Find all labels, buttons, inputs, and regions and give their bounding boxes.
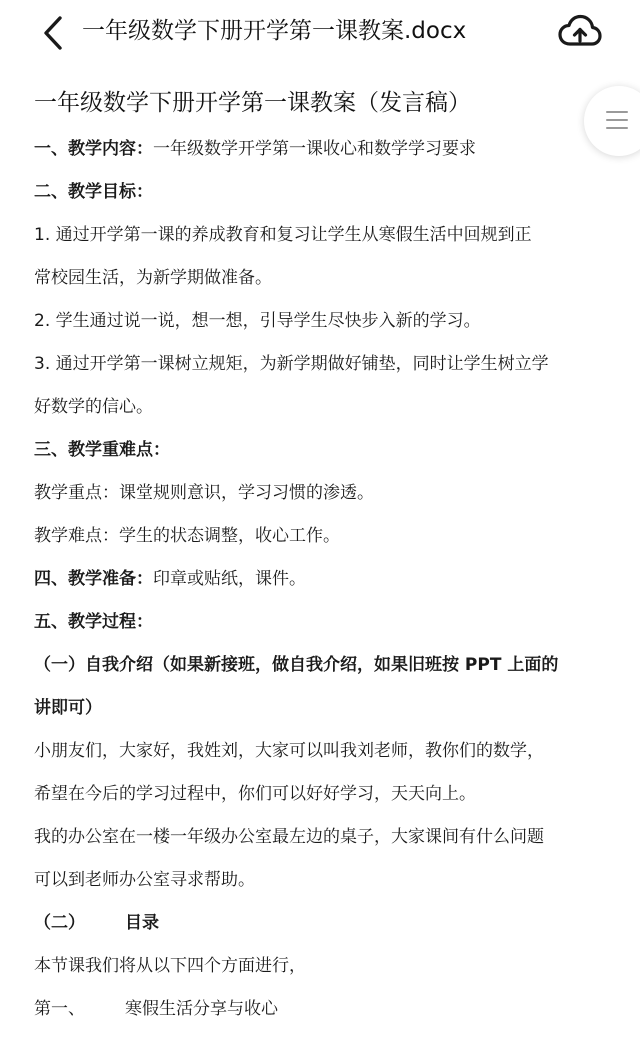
goal-1-line-1: 1. 通过开学第一课的养成教育和复习让学生从寒假生活中回规到正 bbox=[34, 225, 532, 245]
subsection-number: （二） bbox=[34, 913, 85, 933]
subsection-title: 目录 bbox=[125, 913, 159, 933]
toc-intro: 本节课我们将从以下四个方面进行， bbox=[34, 956, 306, 976]
section-teaching-goals-label: 二、教学目标： bbox=[34, 182, 153, 202]
top-bar bbox=[0, 0, 640, 66]
intro-line-2: 希望在今后的学习过程中，你们可以好好学习，天天向上。 bbox=[34, 784, 476, 804]
section-key-difficult-label: 三、教学重难点： bbox=[34, 440, 170, 460]
section-process-label: 五、教学过程： bbox=[34, 612, 153, 632]
difficult-point: 教学难点：学生的状态调整，收心工作。 bbox=[34, 526, 340, 546]
subsection-self-intro-line-1: （一）自我介绍（如果新接班，做自我介绍，如果旧班按 PPT 上面的 bbox=[34, 655, 559, 675]
chevron-left-icon bbox=[36, 14, 72, 52]
section-label: 四、教学准备： bbox=[34, 569, 153, 589]
document-body[interactable] bbox=[34, 84, 614, 1031]
document-title: 一年级数学下册开学第一课教案（发言稿） bbox=[34, 90, 471, 116]
subsection-self-intro-line-2: 讲即可） bbox=[34, 698, 102, 718]
toc-item-number: 第一、 bbox=[34, 999, 85, 1019]
section-teaching-content bbox=[34, 128, 614, 171]
toc-item-1 bbox=[34, 988, 614, 1031]
goal-1-line-2: 常校园生活，为新学期做准备。 bbox=[34, 268, 272, 288]
goal-3-line-1: 3. 通过开学第一课树立规矩，为新学期做好铺垫，同时让学生树立学 bbox=[34, 354, 549, 374]
file-name-title: 一年级数学下册开学第一课教案.docx bbox=[82, 18, 467, 44]
back-button[interactable] bbox=[36, 14, 72, 52]
section-text: 印章或贴纸，课件。 bbox=[153, 569, 306, 589]
goal-3-line-2: 好数学的信心。 bbox=[34, 397, 153, 417]
office-line-1: 我的办公室在一楼一年级办公室最左边的桌子，大家课间有什么问题 bbox=[34, 827, 544, 847]
section-text: 一年级数学开学第一课收心和数学学习要求 bbox=[153, 139, 476, 159]
section-label: 一、教学内容： bbox=[34, 139, 153, 159]
toc-item-text: 寒假生活分享与收心 bbox=[125, 999, 278, 1019]
subsection-toc bbox=[34, 902, 614, 945]
goal-2: 2. 学生通过说一说，想一想，引导学生尽快步入新的学习。 bbox=[34, 311, 481, 331]
section-preparation bbox=[34, 558, 614, 601]
key-point: 教学重点：课堂规则意识，学习习惯的渗透。 bbox=[34, 483, 374, 503]
cloud-upload-button[interactable] bbox=[556, 12, 604, 54]
cloud-upload-icon bbox=[556, 12, 604, 54]
intro-line-1: 小朋友们，大家好，我姓刘，大家可以叫我刘老师，教你们的数学， bbox=[34, 741, 544, 761]
office-line-2: 可以到老师办公室寻求帮助。 bbox=[34, 870, 255, 890]
